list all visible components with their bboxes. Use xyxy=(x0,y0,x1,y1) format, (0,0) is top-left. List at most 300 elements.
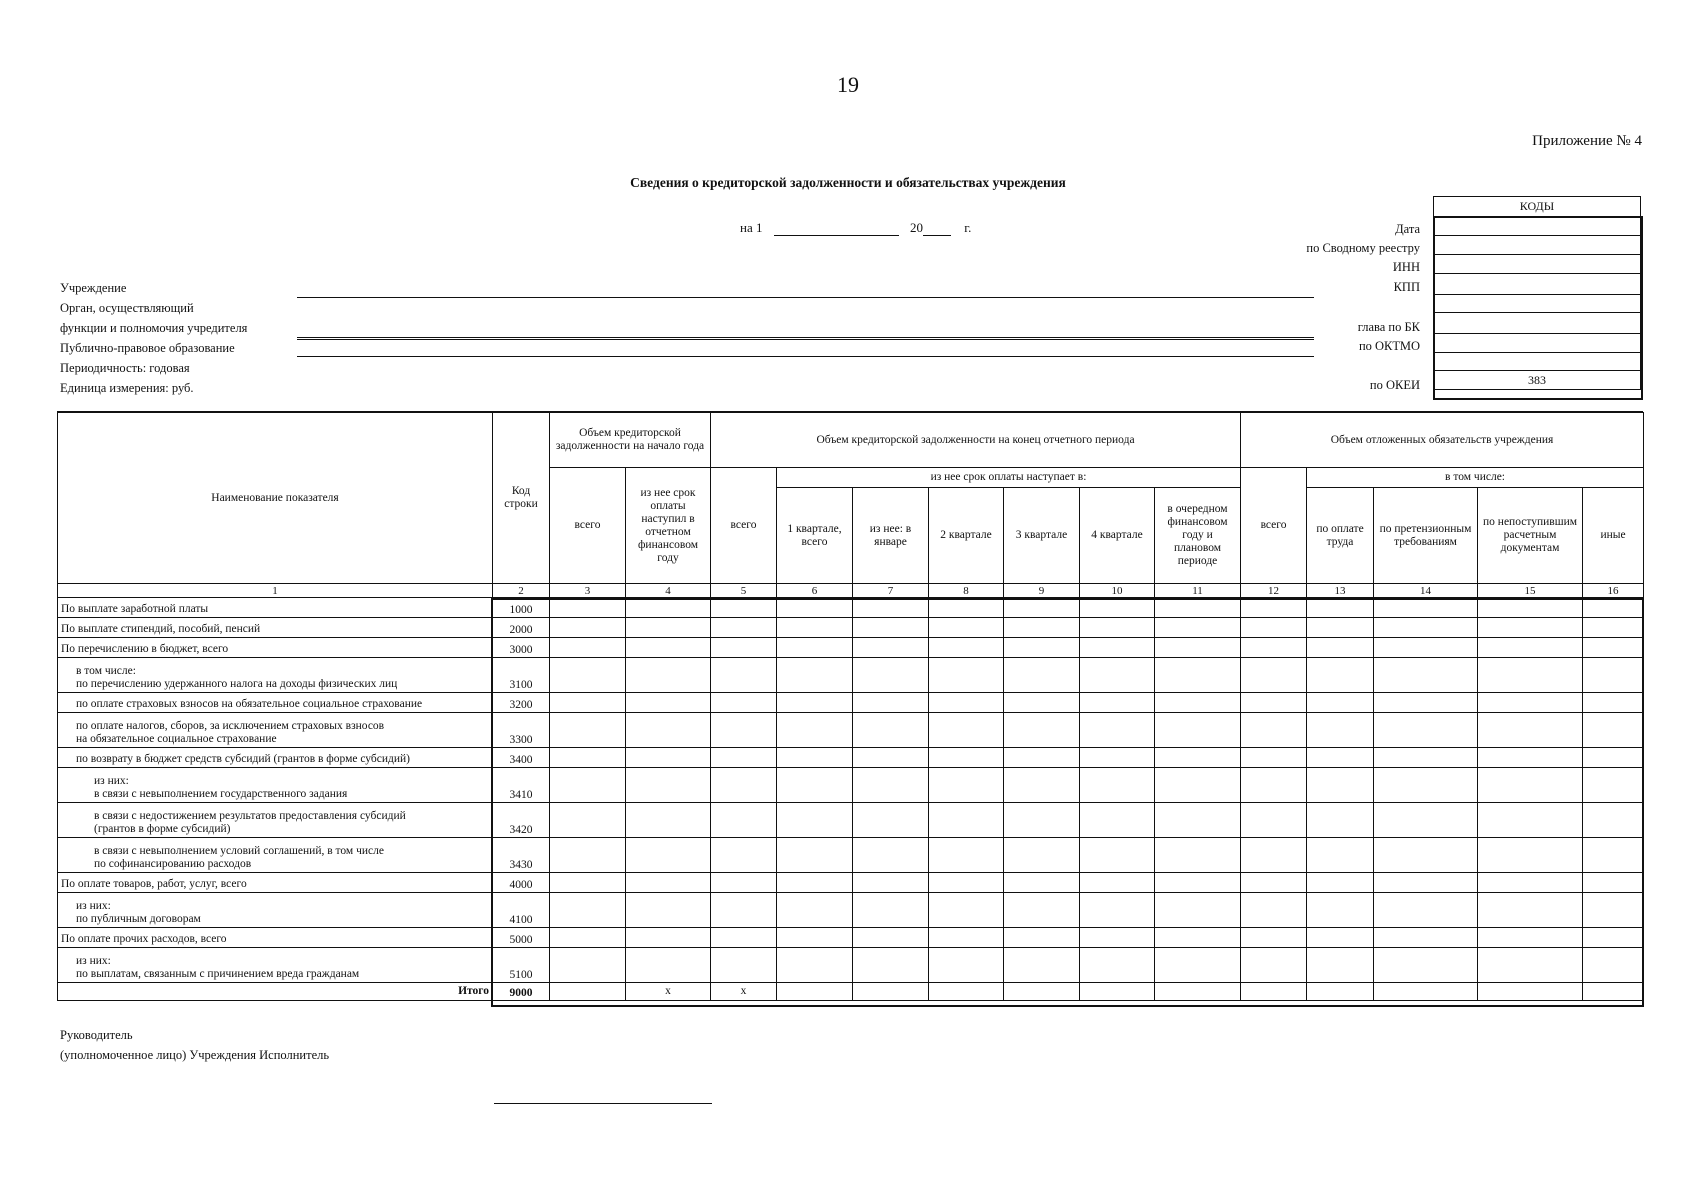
value-cell[interactable] xyxy=(711,928,777,948)
value-cell[interactable] xyxy=(929,693,1004,713)
public-entity-field[interactable] xyxy=(297,356,1314,357)
value-cell[interactable] xyxy=(1307,598,1374,618)
table-row xyxy=(58,693,1644,713)
value-cell[interactable] xyxy=(1004,948,1080,983)
value-cell[interactable] xyxy=(711,768,777,803)
value-cell[interactable] xyxy=(626,873,711,893)
value-cell[interactable] xyxy=(1374,768,1478,803)
institution-field[interactable] xyxy=(297,297,1314,298)
total-row xyxy=(58,983,1644,1001)
value-cell[interactable] xyxy=(1080,693,1155,713)
value-cell[interactable] xyxy=(929,618,1004,638)
column-number: 5 xyxy=(711,584,777,598)
value-cell[interactable] xyxy=(1080,598,1155,618)
total-value-cell[interactable] xyxy=(1583,983,1644,1001)
value-cell[interactable] xyxy=(777,928,853,948)
value-cell[interactable] xyxy=(1374,638,1478,658)
row-label-line: по оплате страховых взносов на обязательное социальное страхование xyxy=(76,698,423,710)
value-cell[interactable] xyxy=(1307,873,1374,893)
value-cell[interactable] xyxy=(550,768,626,803)
value-cell[interactable] xyxy=(1155,598,1241,618)
row-label-line: из них: xyxy=(76,900,111,912)
total-value-cell[interactable] xyxy=(1478,983,1583,1001)
row-code: 3430 xyxy=(493,838,550,873)
header-q2: 2 квартале xyxy=(929,488,1004,584)
value-cell[interactable] xyxy=(853,873,929,893)
code-cell-registry[interactable] xyxy=(1434,236,1641,255)
code-label-date: Дата xyxy=(1395,222,1420,236)
row-label-line: из них: xyxy=(94,775,129,787)
value-cell[interactable] xyxy=(550,618,626,638)
value-cell[interactable] xyxy=(550,638,626,658)
value-cell[interactable] xyxy=(1583,638,1644,658)
value-cell[interactable] xyxy=(1155,893,1241,928)
unit-label: Единица измерения: руб. xyxy=(60,381,194,395)
value-cell[interactable] xyxy=(1374,928,1478,948)
code-cell-inn[interactable] xyxy=(1434,255,1641,274)
value-cell[interactable] xyxy=(1080,713,1155,748)
value-cell[interactable] xyxy=(777,948,853,983)
code-label-bk: глава по БК xyxy=(1357,320,1420,334)
total-value-cell[interactable] xyxy=(1241,983,1307,1001)
value-cell[interactable] xyxy=(550,928,626,948)
value-cell[interactable] xyxy=(1241,893,1307,928)
row-code: 4100 xyxy=(493,893,550,928)
value-cell[interactable] xyxy=(1080,873,1155,893)
value-cell[interactable] xyxy=(853,948,929,983)
total-value-cell[interactable] xyxy=(550,983,626,1001)
row-code: 5000 xyxy=(493,928,550,948)
value-cell[interactable] xyxy=(1241,658,1307,693)
value-cell[interactable] xyxy=(1080,748,1155,768)
header-deferred-obligations: Объем отложенных обязательств учреждения xyxy=(1241,413,1644,468)
value-cell[interactable] xyxy=(1583,618,1644,638)
value-cell[interactable] xyxy=(1374,838,1478,873)
row-label-line: По выплате стипендий, пособий, пенсий xyxy=(61,623,261,635)
value-cell[interactable] xyxy=(1583,873,1644,893)
row-label-line: по софинансированию расходов xyxy=(94,858,252,870)
value-cell[interactable] xyxy=(711,873,777,893)
row-code: 3400 xyxy=(493,748,550,768)
value-cell[interactable] xyxy=(1155,948,1241,983)
value-cell[interactable] xyxy=(1583,693,1644,713)
value-cell[interactable] xyxy=(1241,638,1307,658)
table-row xyxy=(58,928,1644,948)
value-cell[interactable] xyxy=(1155,693,1241,713)
value-cell[interactable] xyxy=(929,768,1004,803)
row-label-line: в связи с невыполнением условий соглашений, в том числе xyxy=(94,845,384,857)
value-cell[interactable] xyxy=(777,658,853,693)
value-cell[interactable] xyxy=(1241,803,1307,838)
value-cell[interactable] xyxy=(929,658,1004,693)
table-row xyxy=(58,748,1644,768)
value-cell[interactable] xyxy=(1004,713,1080,748)
value-cell[interactable] xyxy=(1155,748,1241,768)
value-cell[interactable] xyxy=(853,838,929,873)
value-cell[interactable] xyxy=(1478,748,1583,768)
header-end-total: всего xyxy=(711,468,777,584)
value-cell[interactable] xyxy=(1004,693,1080,713)
value-cell[interactable] xyxy=(1478,658,1583,693)
total-value-cell[interactable] xyxy=(1004,983,1080,1001)
value-cell[interactable] xyxy=(777,713,853,748)
value-cell[interactable] xyxy=(1004,893,1080,928)
signature-executor-label: (уполномоченное лицо) Учреждения Исполнитель xyxy=(60,1048,330,1062)
value-cell[interactable] xyxy=(626,598,711,618)
row-indicator-name xyxy=(58,713,493,748)
total-cell-x[interactable]: х xyxy=(626,983,711,1001)
value-cell[interactable] xyxy=(1155,638,1241,658)
value-cell[interactable] xyxy=(1155,618,1241,638)
code-label-registry: по Сводному реестру xyxy=(1306,241,1420,255)
table-row xyxy=(58,838,1644,873)
value-cell[interactable] xyxy=(1583,803,1644,838)
value-cell[interactable] xyxy=(711,598,777,618)
value-cell[interactable] xyxy=(711,893,777,928)
value-cell[interactable] xyxy=(1583,768,1644,803)
value-cell[interactable] xyxy=(626,618,711,638)
public-entity-label: Публично-правовое образование xyxy=(60,341,235,355)
column-number: 9 xyxy=(1004,584,1080,598)
table-row xyxy=(58,803,1644,838)
row-indicator-name xyxy=(58,948,493,983)
organ-field-underline xyxy=(297,339,1314,340)
organ-label-2: функции и полномочия учредителя xyxy=(60,321,248,335)
value-cell[interactable] xyxy=(626,838,711,873)
header-start-of-year: Объем кредиторской задолженности на начало года xyxy=(550,413,711,468)
row-indicator-name xyxy=(58,748,493,768)
row-code: 3200 xyxy=(493,693,550,713)
value-cell[interactable] xyxy=(1155,658,1241,693)
value-cell[interactable] xyxy=(1307,618,1374,638)
value-cell[interactable] xyxy=(1583,838,1644,873)
year-suffix: г. xyxy=(964,220,972,235)
value-cell[interactable] xyxy=(1004,928,1080,948)
value-cell[interactable] xyxy=(853,638,929,658)
value-cell[interactable] xyxy=(1241,948,1307,983)
appendix-label: Приложение № 4 xyxy=(1532,133,1642,149)
value-cell[interactable] xyxy=(1004,598,1080,618)
column-number: 13 xyxy=(1307,584,1374,598)
value-cell[interactable] xyxy=(1374,618,1478,638)
signature-line[interactable] xyxy=(494,1103,712,1104)
value-cell[interactable] xyxy=(1307,948,1374,983)
column-number: 12 xyxy=(1241,584,1307,598)
value-cell[interactable] xyxy=(1374,948,1478,983)
row-indicator-name xyxy=(58,928,493,948)
value-cell[interactable] xyxy=(626,803,711,838)
value-cell[interactable] xyxy=(853,658,929,693)
row-label-line: по выплатам, связанным с причинением вреда гражданам xyxy=(76,968,360,980)
value-cell[interactable] xyxy=(929,928,1004,948)
total-value-cell[interactable] xyxy=(853,983,929,1001)
row-code: 3000 xyxy=(493,638,550,658)
value-cell[interactable] xyxy=(777,893,853,928)
total-value-cell[interactable] xyxy=(1307,983,1374,1001)
value-cell[interactable] xyxy=(1307,658,1374,693)
value-cell[interactable] xyxy=(929,803,1004,838)
value-cell[interactable] xyxy=(1478,768,1583,803)
value-cell[interactable] xyxy=(853,713,929,748)
value-cell[interactable] xyxy=(777,618,853,638)
value-cell[interactable] xyxy=(1241,768,1307,803)
code-cell-date[interactable] xyxy=(1434,217,1641,236)
value-cell[interactable] xyxy=(1241,693,1307,713)
value-cell[interactable] xyxy=(1478,693,1583,713)
row-indicator-name xyxy=(58,693,493,713)
value-cell[interactable] xyxy=(550,803,626,838)
value-cell[interactable] xyxy=(1080,768,1155,803)
value-cell[interactable] xyxy=(1478,928,1583,948)
row-label-line: По оплате товаров, работ, услуг, всего xyxy=(61,878,247,890)
row-code: 3410 xyxy=(493,768,550,803)
value-cell[interactable] xyxy=(1478,618,1583,638)
value-cell[interactable] xyxy=(777,748,853,768)
value-cell[interactable] xyxy=(1241,873,1307,893)
code-cell-oktmo[interactable] xyxy=(1434,334,1641,353)
value-cell[interactable] xyxy=(1241,838,1307,873)
value-cell[interactable] xyxy=(853,768,929,803)
value-cell[interactable] xyxy=(1080,948,1155,983)
value-cell[interactable] xyxy=(1478,893,1583,928)
total-value-cell[interactable] xyxy=(1374,983,1478,1001)
value-cell[interactable] xyxy=(1004,873,1080,893)
value-cell[interactable] xyxy=(777,638,853,658)
value-cell[interactable] xyxy=(1241,748,1307,768)
value-cell[interactable] xyxy=(626,768,711,803)
value-cell[interactable] xyxy=(1307,693,1374,713)
value-cell[interactable] xyxy=(1583,948,1644,983)
value-cell[interactable] xyxy=(626,693,711,713)
value-cell[interactable] xyxy=(1478,803,1583,838)
value-cell[interactable] xyxy=(1583,658,1644,693)
row-label-line: из них: xyxy=(76,955,111,967)
header-unreceived-docs: по непоступившим расчетным документам xyxy=(1478,488,1583,584)
value-cell[interactable] xyxy=(853,598,929,618)
column-number: 4 xyxy=(626,584,711,598)
header-start-total: всего xyxy=(550,468,626,584)
value-cell[interactable] xyxy=(1307,838,1374,873)
date-day-month-field[interactable] xyxy=(774,221,899,236)
code-label-kpp: КПП xyxy=(1393,280,1420,294)
value-cell[interactable] xyxy=(1307,893,1374,928)
value-cell[interactable] xyxy=(1080,658,1155,693)
value-cell[interactable] xyxy=(777,768,853,803)
value-cell[interactable] xyxy=(550,713,626,748)
value-cell[interactable] xyxy=(1307,803,1374,838)
value-cell[interactable] xyxy=(626,713,711,748)
value-cell[interactable] xyxy=(711,748,777,768)
total-value-cell[interactable] xyxy=(1155,983,1241,1001)
row-label-line: в связи с недостижением результатов предоставления субсидий xyxy=(94,810,406,822)
value-cell[interactable] xyxy=(1478,638,1583,658)
value-cell[interactable] xyxy=(777,598,853,618)
value-cell[interactable] xyxy=(1080,618,1155,638)
value-cell[interactable] xyxy=(1583,748,1644,768)
value-cell[interactable] xyxy=(1478,948,1583,983)
row-label-line: в связи с невыполнением государственного задания xyxy=(94,788,348,800)
row-indicator-name xyxy=(58,768,493,803)
total-cell-x[interactable]: х xyxy=(711,983,777,1001)
code-cell-okei[interactable]: 383 xyxy=(1434,371,1641,390)
value-cell[interactable] xyxy=(626,893,711,928)
value-cell[interactable] xyxy=(626,928,711,948)
value-cell[interactable] xyxy=(853,803,929,838)
total-value-cell[interactable] xyxy=(1080,983,1155,1001)
value-cell[interactable] xyxy=(1004,748,1080,768)
value-cell[interactable] xyxy=(853,618,929,638)
table-row xyxy=(58,713,1644,748)
value-cell[interactable] xyxy=(550,693,626,713)
row-indicator-name xyxy=(58,618,493,638)
value-cell[interactable] xyxy=(711,693,777,713)
value-cell[interactable] xyxy=(1004,638,1080,658)
column-number: 8 xyxy=(929,584,1004,598)
row-indicator-name xyxy=(58,893,493,928)
value-cell[interactable] xyxy=(929,748,1004,768)
year-field[interactable] xyxy=(923,221,951,236)
value-cell[interactable] xyxy=(853,748,929,768)
value-cell[interactable] xyxy=(550,873,626,893)
value-cell[interactable] xyxy=(1478,598,1583,618)
signature-head-label: Руководитель xyxy=(60,1028,133,1042)
value-cell[interactable] xyxy=(1080,638,1155,658)
value-cell[interactable] xyxy=(929,638,1004,658)
value-cell[interactable] xyxy=(711,838,777,873)
value-cell[interactable] xyxy=(1004,803,1080,838)
value-cell[interactable] xyxy=(1155,803,1241,838)
periodicity-label: Периодичность: годовая xyxy=(60,361,190,375)
header-q4: 4 квартале xyxy=(1080,488,1155,584)
value-cell[interactable] xyxy=(1478,838,1583,873)
value-cell[interactable] xyxy=(550,893,626,928)
value-cell[interactable] xyxy=(853,693,929,713)
value-cell[interactable] xyxy=(1374,713,1478,748)
value-cell[interactable] xyxy=(853,893,929,928)
value-cell[interactable] xyxy=(1155,713,1241,748)
value-cell[interactable] xyxy=(550,598,626,618)
value-cell[interactable] xyxy=(711,618,777,638)
header-deferred-total: всего xyxy=(1241,468,1307,584)
value-cell[interactable] xyxy=(929,893,1004,928)
value-cell[interactable] xyxy=(929,838,1004,873)
value-cell[interactable] xyxy=(1241,928,1307,948)
value-cell[interactable] xyxy=(929,948,1004,983)
value-cell[interactable] xyxy=(550,838,626,873)
value-cell[interactable] xyxy=(1374,893,1478,928)
value-cell[interactable] xyxy=(1583,928,1644,948)
value-cell[interactable] xyxy=(711,948,777,983)
value-cell[interactable] xyxy=(777,803,853,838)
value-cell[interactable] xyxy=(1583,598,1644,618)
value-cell[interactable] xyxy=(1307,638,1374,658)
value-cell[interactable] xyxy=(626,748,711,768)
total-label: Итого xyxy=(58,983,493,1001)
code-cell-bk[interactable] xyxy=(1434,313,1641,334)
row-label-line: По перечислению в бюджет, всего xyxy=(61,643,229,655)
value-cell[interactable] xyxy=(1155,838,1241,873)
value-cell[interactable] xyxy=(1374,748,1478,768)
value-cell[interactable] xyxy=(1241,618,1307,638)
code-cell-blank-1[interactable] xyxy=(1434,295,1641,313)
header-indicator-name: Наименование показателя xyxy=(58,413,493,584)
value-cell[interactable] xyxy=(550,748,626,768)
value-cell[interactable] xyxy=(1004,618,1080,638)
value-cell[interactable] xyxy=(626,658,711,693)
value-cell[interactable] xyxy=(1080,838,1155,873)
row-code: 3420 xyxy=(493,803,550,838)
value-cell[interactable] xyxy=(1478,713,1583,748)
value-cell[interactable] xyxy=(1307,748,1374,768)
value-cell[interactable] xyxy=(1241,598,1307,618)
value-cell[interactable] xyxy=(853,928,929,948)
total-value-cell[interactable] xyxy=(777,983,853,1001)
value-cell[interactable] xyxy=(550,948,626,983)
header-start-overdue: из нее срок оплаты наступил в отчетном финансовом году xyxy=(626,468,711,584)
row-indicator-name xyxy=(58,873,493,893)
header-other: иные xyxy=(1583,488,1644,584)
total-value-cell[interactable] xyxy=(929,983,1004,1001)
value-cell[interactable] xyxy=(1004,658,1080,693)
year-prefix: 20 xyxy=(909,220,923,235)
value-cell[interactable] xyxy=(1004,838,1080,873)
value-cell[interactable] xyxy=(929,598,1004,618)
column-number: 10 xyxy=(1080,584,1155,598)
value-cell[interactable] xyxy=(1080,893,1155,928)
value-cell[interactable] xyxy=(929,713,1004,748)
value-cell[interactable] xyxy=(1478,873,1583,893)
header-wages: по оплате труда xyxy=(1307,488,1374,584)
header-including: в том числе: xyxy=(1307,468,1644,488)
value-cell[interactable] xyxy=(777,693,853,713)
value-cell[interactable] xyxy=(711,803,777,838)
row-indicator-name xyxy=(58,658,493,693)
value-cell[interactable] xyxy=(1080,803,1155,838)
value-cell[interactable] xyxy=(777,873,853,893)
code-cell-blank-2[interactable] xyxy=(1434,353,1641,371)
value-cell[interactable] xyxy=(626,948,711,983)
value-cell[interactable] xyxy=(929,873,1004,893)
value-cell[interactable] xyxy=(1155,928,1241,948)
value-cell[interactable] xyxy=(550,658,626,693)
code-label-inn: ИНН xyxy=(1392,260,1420,274)
table-row xyxy=(58,638,1644,658)
value-cell[interactable] xyxy=(1241,713,1307,748)
code-cell-kpp[interactable] xyxy=(1434,274,1641,295)
value-cell[interactable] xyxy=(1374,658,1478,693)
value-cell[interactable] xyxy=(1004,768,1080,803)
value-cell[interactable] xyxy=(777,838,853,873)
value-cell[interactable] xyxy=(1374,693,1478,713)
value-cell[interactable] xyxy=(1155,768,1241,803)
value-cell[interactable] xyxy=(1374,598,1478,618)
value-cell[interactable] xyxy=(1307,768,1374,803)
value-cell[interactable] xyxy=(1307,713,1374,748)
value-cell[interactable] xyxy=(1307,928,1374,948)
value-cell[interactable] xyxy=(1080,928,1155,948)
value-cell[interactable] xyxy=(1374,803,1478,838)
value-cell[interactable] xyxy=(711,713,777,748)
value-cell[interactable] xyxy=(1155,873,1241,893)
value-cell[interactable] xyxy=(1583,713,1644,748)
column-number: 1 xyxy=(58,584,493,598)
value-cell[interactable] xyxy=(1583,893,1644,928)
organ-field[interactable] xyxy=(297,337,1314,338)
value-cell[interactable] xyxy=(711,638,777,658)
value-cell[interactable] xyxy=(626,638,711,658)
value-cell[interactable] xyxy=(711,658,777,693)
value-cell[interactable] xyxy=(1374,873,1478,893)
